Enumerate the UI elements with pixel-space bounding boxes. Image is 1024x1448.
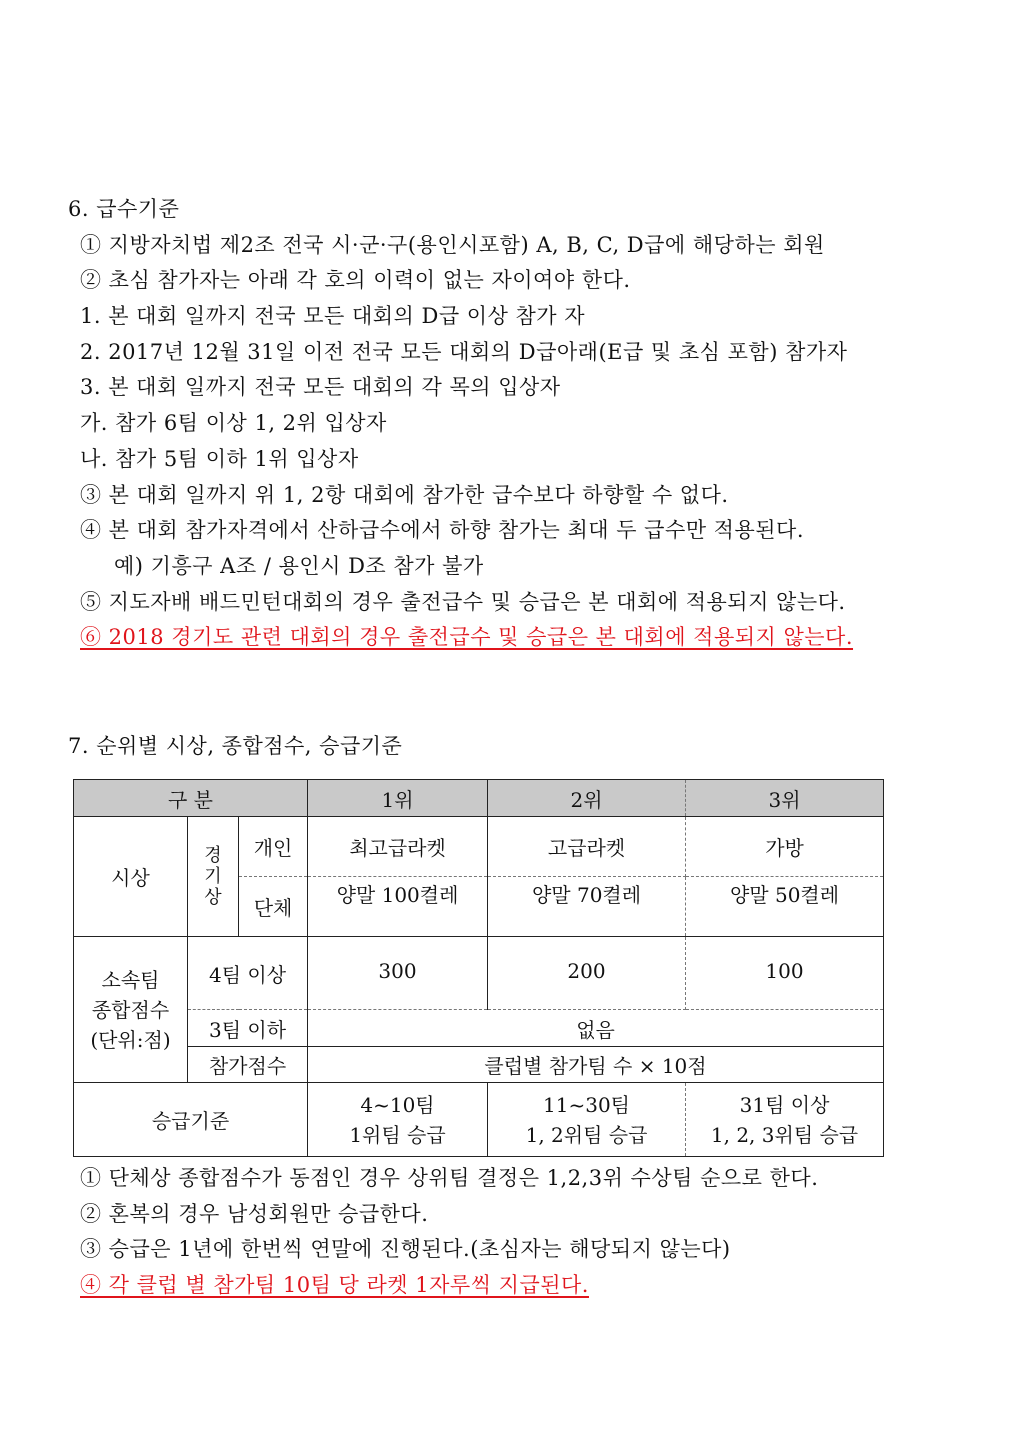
section6-line: 3. 본 대회 일까지 전국 모든 대회의 각 목의 입상자 [80,375,561,399]
section7-note: ① 단체상 종합점수가 동점인 경우 상위팀 결정은 1,2,3위 수상팀 순으로 한다. [80,1166,819,1190]
award-sublabel: 경 기 상 [188,817,239,937]
awards-table [73,779,884,1157]
header-rank-2: 2위 [488,780,686,817]
team-prize-2: 양말 70켤레 [488,877,686,937]
section6-line: 1. 본 대회 일까지 전국 모든 대회의 D급 이상 참가 자 [80,304,586,328]
award-label: 시상 [74,817,188,937]
section6-line: ③ 본 대회 일까지 위 1, 2항 대회에 참가한 급수보다 하향할 수 없다. [80,483,729,507]
section7-heading: 7. 순위별 시상, 종합점수, 승급기준 [68,734,403,758]
header-rank-3: 3위 [686,780,884,817]
individual-prize-3: 가방 [686,817,884,877]
score-label: 소속팀 종합점수 (단위:점) [74,937,188,1083]
section6-red-notice: ⑥ 2018 경기도 관련 대회의 경우 출전급수 및 승급은 본 대회에 적용되지 않는다. [80,625,854,649]
section6-line: ② 초심 참가자는 아래 각 호의 이력이 없는 자이여야 한다. [80,268,631,292]
section7-note: ② 혼복의 경우 남성회원만 승급한다. [80,1202,429,1226]
promotion-criteria-1: 4~10팀 1위팀 승급 [308,1083,488,1157]
section7-red-notice: ④ 각 클럽 별 참가팀 10팀 당 라켓 1자루씩 지급된다. [80,1273,589,1297]
section6-line: ④ 본 대회 참가자격에서 산하급수에서 하향 참가는 최대 두 급수만 적용된다. [80,518,805,542]
section6-example: 예) 기흥구 A조 / 용인시 D조 참가 불가 [114,554,484,578]
header-division: 구 분 [74,780,308,817]
section6-heading: 6. 급수기준 [68,197,180,221]
section6-line: ① 지방자치법 제2조 전국 시·군·구(용인시포함) A, B, C, D급에 해당하는 회원 [80,233,825,257]
team-prize-3: 양말 50켤레 [686,877,884,937]
section6-line: 2. 2017년 12월 31일 이전 전국 모든 대회의 D급아래(E급 및 초심 포함) 참가자 [80,340,848,364]
score-value-1: 300 [308,937,488,1010]
promotion-criteria-2: 11~30팀 1, 2위팀 승급 [488,1083,686,1157]
individual-prize-1: 최고급라켓 [308,817,488,877]
section6-line: 나. 참가 5팀 이하 1위 입상자 [80,447,359,471]
score-row-label: 4팀 이상 [188,937,308,1010]
section6-line: 가. 참가 6팀 이상 1, 2위 입상자 [80,411,387,435]
section6-line: ⑤ 지도자배 배드민턴대회의 경우 출전급수 및 승급은 본 대회에 적용되지 않는다. [80,590,846,614]
score-value-2: 200 [488,937,686,1010]
individual-prize-2: 고급라켓 [488,817,686,877]
score-value-none: 없음 [308,1010,884,1047]
score-row-label: 3팀 이하 [188,1010,308,1047]
individual-label: 개인 [239,817,308,877]
team-label: 단체 [239,877,308,937]
score-value-3: 100 [686,937,884,1010]
team-prize-1: 양말 100켤레 [308,877,488,937]
score-row-label: 참가점수 [188,1047,308,1083]
section7-note: ③ 승급은 1년에 한번씩 연말에 진행된다.(초심자는 해당되지 않는다) [80,1237,731,1261]
participation-score: 클럽별 참가팀 수 × 10점 [308,1047,884,1083]
promotion-criteria-3: 31팀 이상 1, 2, 3위팀 승급 [686,1083,884,1157]
promotion-label: 승급기준 [74,1083,308,1157]
header-rank-1: 1위 [308,780,488,817]
